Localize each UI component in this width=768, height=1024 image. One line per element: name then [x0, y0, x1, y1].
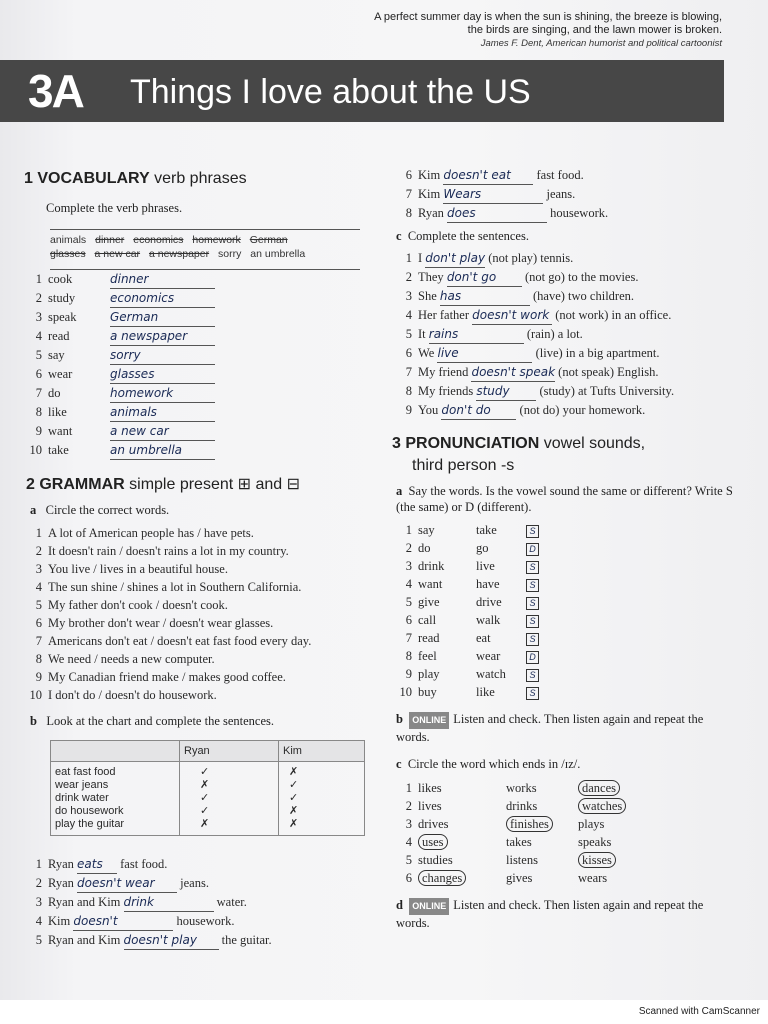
sentence-item: 9 You don't do (not do) your homework. [392, 401, 674, 420]
word-bank-item: glasses [50, 248, 86, 260]
answer-field[interactable]: a newspaper [110, 327, 215, 346]
vocab-item: 5 say sorry [22, 346, 215, 365]
chart-header-kim: Kim [279, 741, 365, 762]
answer-field[interactable]: economics [110, 289, 215, 308]
epigraph-quote [362, 11, 722, 50]
grammar-item[interactable]: 4 The sun shine / shines a lot in Southern California. [35, 580, 302, 594]
circled-word[interactable]: kisses [578, 852, 616, 868]
chart-ryan-column: ✓ ✗ ✓ ✓ ✗ [180, 762, 279, 836]
vocab-item: 1 cook dinner [22, 270, 215, 289]
vocab-instruction: Complete the verb phrases. [46, 201, 183, 215]
grammar-b-instruction: b Look at the chart and complete the sentences. [30, 714, 275, 728]
answer-field[interactable]: rains [429, 325, 524, 344]
answer-field[interactable]: an umbrella [110, 441, 215, 460]
answer-field[interactable]: live [437, 344, 532, 363]
pron-c-row: 3 drives finishes plays [405, 817, 605, 831]
vocab-item: 6 wear glasses [22, 365, 215, 384]
quote-text: A perfect summer day is when the sun is shining, the breeze is blowing, the birds are singing, and the lawn mower is broken. [374, 11, 722, 36]
circled-word[interactable]: changes [418, 870, 466, 886]
pron-pair: 9 play watch S [392, 665, 539, 683]
answer-box[interactable]: S [526, 597, 539, 610]
grammar-b-list [22, 855, 272, 950]
answer-field[interactable]: drink [124, 893, 214, 912]
word-bank-item: economics [133, 234, 184, 246]
sentence-item: 7 My friend doesn't speak (not speak) English. [392, 363, 674, 382]
pron-pair: 4 want have S [392, 575, 539, 593]
pron-c-row: 6 changes gives wears [405, 871, 608, 885]
chart-activities: eat fast food wear jeans drink water do housework play the guitar [51, 762, 180, 836]
grammar-item[interactable]: 1 A lot of American people has / have pets. [35, 526, 254, 540]
answer-field[interactable]: has [440, 287, 530, 306]
pron-c-row: 2 lives drinks watches [392, 797, 626, 815]
answer-box[interactable]: S [526, 561, 539, 574]
word-bank-item: sorry [218, 248, 242, 260]
sentence-item: 1 Ryan eats fast food. [22, 855, 272, 874]
answer-field[interactable]: study [476, 382, 536, 401]
ryan-kim-chart [50, 740, 365, 836]
word-bank-item: animals [50, 234, 87, 246]
word-bank-item: a new car [94, 248, 141, 260]
vocab-list [22, 270, 215, 460]
answer-box[interactable]: S [526, 579, 539, 592]
grammar-heading: 2 GRAMMAR simple present ⊞ and ⊟ [26, 476, 301, 493]
sentence-item: 6 We live (live) in a big apartment. [392, 344, 674, 363]
answer-box[interactable]: S [526, 669, 539, 682]
grammar-b-cont [392, 166, 608, 223]
word-bank-item: a newspaper [148, 248, 210, 260]
word-bank-item: German [249, 234, 288, 246]
word-bank-item: an umbrella [250, 248, 306, 260]
sentence-item: 3 Ryan and Kim drink water. [22, 893, 272, 912]
pron-c-row: 5 studies listens kisses [392, 851, 626, 869]
grammar-item[interactable]: 5 My father don't cook / doesn't cook. [35, 598, 228, 612]
answer-field[interactable]: German [110, 308, 215, 327]
sentence-item: 8 My friends study (study) at Tufts University. [392, 382, 674, 401]
circled-word[interactable]: uses [418, 834, 448, 850]
answer-field[interactable]: Wears [443, 185, 543, 204]
online-badge: ONLINE [409, 898, 449, 915]
grammar-item[interactable]: 10 I don't do / doesn't do housework. [29, 688, 217, 702]
grammar-item[interactable]: 3 You live / lives in a beautiful house. [35, 562, 228, 576]
pron-c-row: 4 uses takes speaks [405, 835, 612, 849]
answer-field[interactable]: doesn't [73, 912, 173, 931]
pron-pair: 5 give drive S [392, 593, 539, 611]
vocab-item: 10 take an umbrella [22, 441, 215, 460]
grammar-c-list [392, 249, 674, 420]
vocab-item: 4 read a newspaper [22, 327, 215, 346]
sentence-item: 3 She has (have) two children. [392, 287, 674, 306]
circled-word[interactable]: watches [578, 798, 626, 814]
word-bank-item: homework [192, 234, 241, 246]
sentence-item: 5 It rains (rain) a lot. [392, 325, 674, 344]
scan-watermark: Scanned with CamScanner [638, 1006, 760, 1017]
sentence-item: 7 Kim Wears jeans. [392, 185, 608, 204]
answer-field[interactable]: a new car [110, 422, 215, 441]
vocab-item: 9 want a new car [22, 422, 215, 441]
answer-box[interactable]: D [526, 543, 539, 556]
vocab-item: 8 like animals [22, 403, 215, 422]
answer-field[interactable]: glasses [110, 365, 215, 384]
answer-field[interactable]: doesn't work [472, 306, 552, 325]
vocab-item: 3 speak German [22, 308, 215, 327]
pron-a-list [392, 521, 539, 701]
chart-kim-column: ✗ ✓ ✓ ✗ ✗ [279, 762, 365, 836]
sentence-item: 2 They don't go (not go) to the movies. [392, 268, 674, 287]
lesson-title: Things I love about the US [130, 73, 531, 111]
vocab-heading: 1 VOCABULARY verb phrases [24, 170, 247, 187]
sentence-item: 6 Kim doesn't eat fast food. [392, 166, 608, 185]
pron-pair: 2 do go D [392, 539, 539, 557]
answer-box[interactable]: S [526, 615, 539, 628]
answer-field[interactable]: sorry [110, 346, 215, 365]
pron-pair: 10 buy like S [392, 683, 539, 701]
answer-field[interactable]: homework [110, 384, 215, 403]
answer-field[interactable]: doesn't wear [77, 874, 177, 893]
answer-field[interactable]: animals [110, 403, 215, 422]
lesson-number: 3A [28, 65, 83, 117]
sentence-item: 1 I don't play (not play) tennis. [392, 249, 674, 268]
pron-pair: 7 read eat S [392, 629, 539, 647]
grammar-item[interactable]: 6 My brother don't wear / doesn't wear glasses. [35, 616, 274, 630]
answer-field[interactable]: doesn't play [124, 931, 219, 950]
answer-field[interactable]: doesn't speak [471, 363, 555, 382]
lesson-banner [0, 60, 724, 122]
grammar-a-list [22, 524, 311, 704]
sentence-item: 2 Ryan doesn't wear jeans. [22, 874, 272, 893]
pron-a-instruction: a Say the words. Is the vowel sound the same or different? Write S (the same) or D (different). [396, 484, 733, 514]
pron-pair: 3 drink live S [392, 557, 539, 575]
sentence-item: 8 Ryan does housework. [392, 204, 608, 223]
grammar-item[interactable]: 9 My Canadian friend make / makes good coffee. [35, 670, 286, 684]
vocab-item: 2 study economics [22, 289, 215, 308]
answer-box[interactable]: S [526, 525, 539, 538]
answer-field[interactable]: dinner [110, 270, 215, 289]
pron-d: d ONLINE Listen and check. Then listen again and repeat the words. [396, 898, 704, 930]
pron-pair: 1 say take S [392, 521, 539, 539]
vocab-item: 7 do homework [22, 384, 215, 403]
answer-field[interactable]: don't go [447, 268, 522, 287]
pron-heading: 3 PRONUNCIATION vowel sounds, third person -s [392, 435, 646, 474]
word-bank [50, 229, 360, 270]
grammar-item[interactable]: 8 We need / needs a new computer. [35, 652, 215, 666]
answer-field[interactable]: don't do [441, 401, 516, 420]
answer-box[interactable]: S [526, 687, 539, 700]
pron-c-instruction: c Circle the word which ends in /ɪz/. [396, 757, 581, 771]
pron-c-list [392, 779, 626, 887]
pron-pair: 6 call walk S [392, 611, 539, 629]
answer-box[interactable]: D [526, 651, 539, 664]
answer-field[interactable]: does [447, 204, 547, 223]
circled-word[interactable]: finishes [506, 816, 553, 832]
sentence-item: 4 Her father doesn't work (not work) in an office. [392, 306, 674, 325]
pron-c-row: 1 likes works dances [392, 779, 626, 797]
circled-word[interactable]: dances [578, 780, 620, 796]
quote-author: James F. Dent, American humorist and political cartoonist [480, 38, 722, 49]
word-bank-item: dinner [95, 234, 125, 246]
answer-field[interactable]: don't play [425, 249, 485, 268]
pron-b: b ONLINE Listen and check. Then listen again and repeat the words. [396, 712, 704, 744]
chart-header-ryan: Ryan [180, 741, 279, 762]
pron-pair: 8 feel wear D [392, 647, 539, 665]
answer-box[interactable]: S [526, 633, 539, 646]
sentence-item: 5 Ryan and Kim doesn't play the guitar. [22, 931, 272, 950]
grammar-c-instruction: c Complete the sentences. [396, 229, 529, 243]
answer-field[interactable]: eats [77, 855, 117, 874]
grammar-item[interactable]: 2 It doesn't rain / doesn't rains a lot in my country. [35, 544, 289, 558]
grammar-a-instruction: a Circle the correct words. [30, 503, 170, 517]
grammar-item[interactable]: 7 Americans don't eat / doesn't eat fast food every day. [35, 634, 312, 648]
answer-field[interactable]: doesn't eat [443, 166, 533, 185]
online-badge: ONLINE [409, 712, 449, 729]
sentence-item: 4 Kim doesn't housework. [22, 912, 272, 931]
